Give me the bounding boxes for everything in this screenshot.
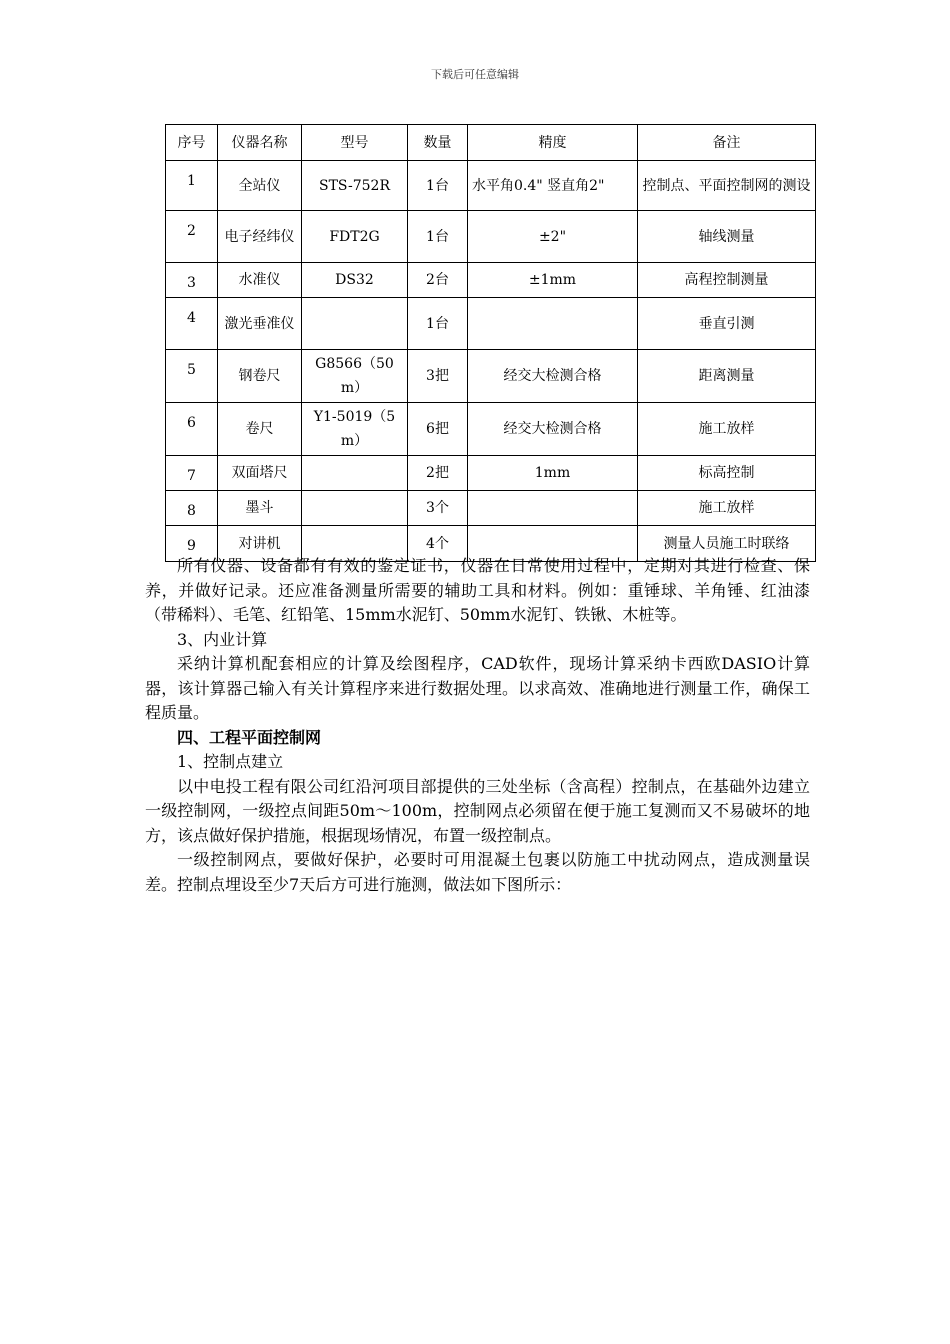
cell-name: 钢卷尺 <box>218 350 302 403</box>
cell-quantity: 3把 <box>408 350 468 403</box>
cell-name: 对讲机 <box>218 526 302 562</box>
cell-name: 水准仪 <box>218 263 302 298</box>
page-header: 下载后可任意编辑 <box>431 68 519 81</box>
cell-remark: 距离测量 <box>638 350 816 403</box>
cell-remark: 施工放样 <box>638 403 816 456</box>
cell-remark: 测量人员施工时联络 <box>638 526 816 562</box>
col-header-name: 仪器名称 <box>218 125 302 161</box>
cell-quantity: 6把 <box>408 403 468 456</box>
cell-quantity: 1台 <box>408 211 468 263</box>
paragraph-control-points: 以中电投工程有限公司红沿河项目部提供的三处坐标（含高程）控制点，在基础外边建立一级控制网，一级控点间距50m～100m，控制网点必须留在便于施工复测而又不易破坏的地方，该点做好保护措施，根据现场情况，布置一级控制点。 <box>145 776 810 845</box>
cell-model: G8566（50m） <box>302 350 408 403</box>
paragraph-protection: 一级控制网点，要做好保护，必要时可用混凝土包裹以防施工中扰动网点，造成测量误差。控制点埋设至少7天后方可进行施测，做法如下图所示： <box>145 850 810 894</box>
cell-model: DS32 <box>302 263 408 298</box>
cell-remark: 高程控制测量 <box>638 263 816 298</box>
cell-name: 电子经纬仪 <box>218 211 302 263</box>
col-header-remark: 备注 <box>638 125 816 161</box>
cell-index: 1 <box>166 161 218 211</box>
cell-precision: 经交大检测合格 <box>468 350 638 403</box>
col-header-precision: 精度 <box>468 125 638 161</box>
cell-precision: 1mm <box>468 456 638 491</box>
table-header-row <box>166 125 816 161</box>
cell-index: 9 <box>166 526 218 562</box>
cell-model: FDT2G <box>302 211 408 263</box>
cell-precision <box>468 298 638 350</box>
table-row <box>166 491 816 526</box>
equipment-table <box>165 124 816 562</box>
cell-remark: 施工放样 <box>638 491 816 526</box>
cell-model: STS-752R <box>302 161 408 211</box>
table-row <box>166 298 816 350</box>
cell-model <box>302 298 408 350</box>
section-internal-calculation: 3、内业计算 <box>177 629 268 649</box>
col-header-quantity: 数量 <box>408 125 468 161</box>
cell-name: 墨斗 <box>218 491 302 526</box>
table-row <box>166 161 816 211</box>
cell-model <box>302 456 408 491</box>
table-row <box>166 350 816 403</box>
cell-index: 5 <box>166 350 218 403</box>
table-row <box>166 263 816 298</box>
cell-precision: 水平角0.4" 竖直角2" <box>468 161 638 211</box>
cell-name: 全站仪 <box>218 161 302 211</box>
cell-model <box>302 491 408 526</box>
cell-index: 7 <box>166 456 218 491</box>
cell-precision <box>468 491 638 526</box>
table-row <box>166 211 816 263</box>
cell-precision: 经交大检测合格 <box>468 403 638 456</box>
cell-quantity: 2把 <box>408 456 468 491</box>
paragraph-equipment-note: 所有仪器、设备都有有效的鉴定证书，仪器在日常使用过程中，定期对其进行检查、保养，并做好记录。还应准备测量所需要的辅助工具和材料。例如：重锤球、羊角锤、红油漆（带稀料）、毛笔、红铅笔、15mm水泥钉、50mm水泥钉、铁锹、木桩等。 <box>145 556 810 624</box>
cell-name: 激光垂准仪 <box>218 298 302 350</box>
cell-quantity: 1台 <box>408 161 468 211</box>
subsection-control-points: 1、控制点建立 <box>177 752 284 771</box>
section-heading-control-network: 四、工程平面控制网 <box>177 727 322 747</box>
table-row <box>166 403 816 456</box>
table-row <box>166 456 816 491</box>
document-body <box>145 554 810 897</box>
cell-precision: ±1mm <box>468 263 638 298</box>
cell-index: 2 <box>166 211 218 263</box>
cell-index: 4 <box>166 298 218 350</box>
cell-index: 8 <box>166 491 218 526</box>
paragraph-calculation: 采纳计算机配套相应的计算及绘图程序，CAD软件，现场计算采纳卡西欧DASIO计算器，该计算器己输入有关计算程序来进行数据处理。以求高效、准确地进行测量工作，确保工程质量。 <box>145 654 810 722</box>
cell-quantity: 2台 <box>408 263 468 298</box>
col-header-index: 序号 <box>166 125 218 161</box>
cell-index: 6 <box>166 403 218 456</box>
cell-remark: 垂直引测 <box>638 298 816 350</box>
col-header-model: 型号 <box>302 125 408 161</box>
cell-quantity: 1台 <box>408 298 468 350</box>
cell-remark: 控制点、平面控制网的测设 <box>638 161 816 211</box>
cell-quantity: 4个 <box>408 526 468 562</box>
cell-precision: ±2" <box>468 211 638 263</box>
cell-name: 卷尺 <box>218 403 302 456</box>
cell-remark: 轴线测量 <box>638 211 816 263</box>
cell-model: Y1-5019（5m） <box>302 403 408 456</box>
cell-name: 双面塔尺 <box>218 456 302 491</box>
cell-index: 3 <box>166 263 218 298</box>
cell-quantity: 3个 <box>408 491 468 526</box>
cell-remark: 标高控制 <box>638 456 816 491</box>
